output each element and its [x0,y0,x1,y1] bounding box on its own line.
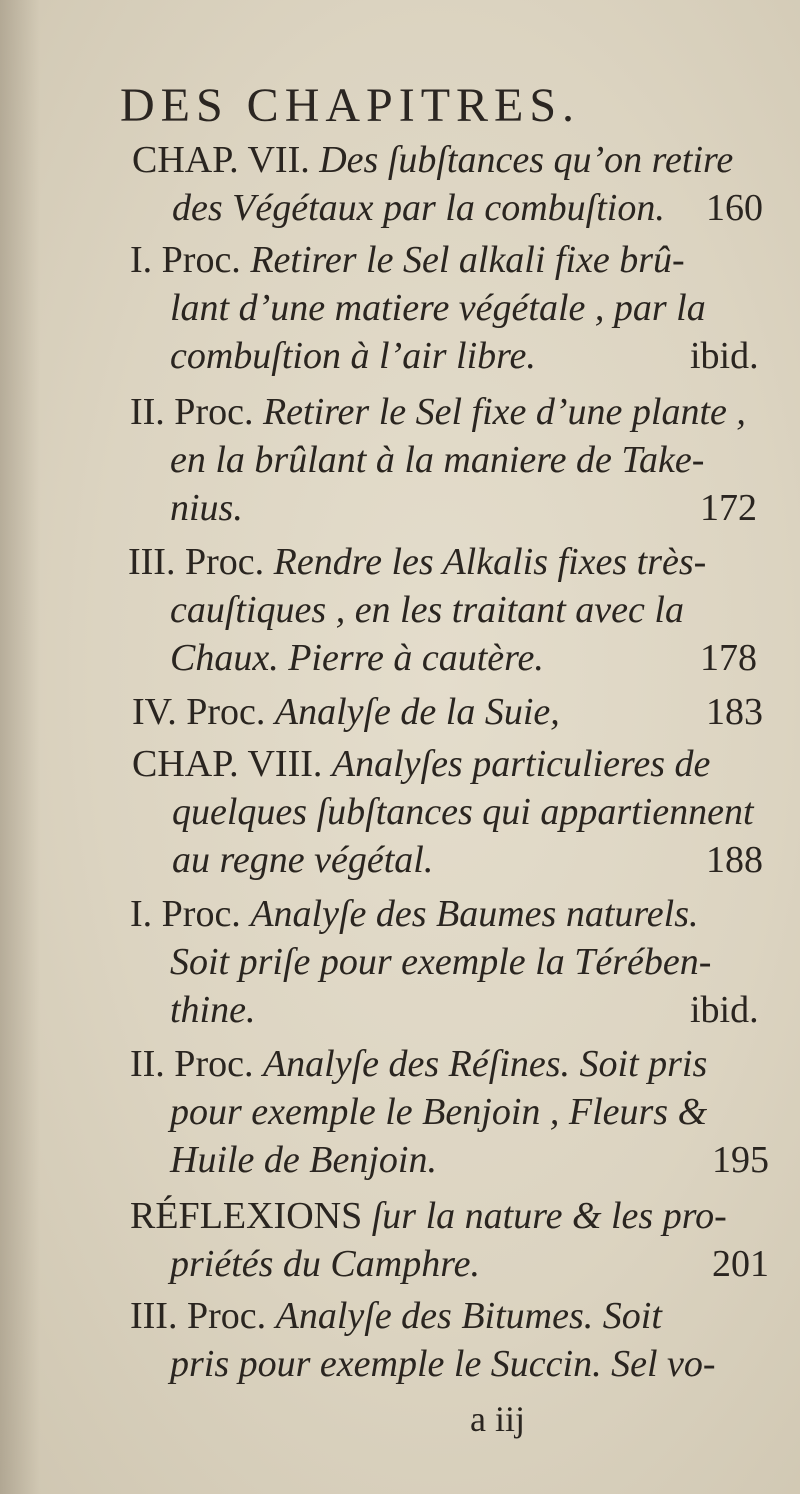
page-reference: 188 [706,839,763,881]
toc-entry-line [170,438,704,482]
entry-title: des Végétaux par la combuſtion. [172,187,665,229]
toc-entry-line [128,540,706,584]
entry-title: nius. [170,487,243,529]
entry-title: thine. [170,989,256,1031]
toc-entry-line [172,790,754,834]
toc-entry-line [130,892,698,936]
entry-title: Retirer le Sel alkali fixe brû- [250,239,685,281]
toc-entry-line [130,1194,727,1238]
entry-heading: CHAP. VIII. [132,743,332,785]
entry-title: Analyſe des Baumes naturels. [250,893,699,935]
toc-entry-line [132,742,710,786]
entry-title: Analyſe des Bitumes. Soit [275,1295,662,1337]
entry-title: Huile de Benjoin. [170,1139,437,1181]
entry-title: Analyſes particulieres de [331,743,711,785]
entry-title: pour exemple le Benjoin , Fleurs & [170,1091,708,1133]
entry-title: pris pour exemple le Succin. Sel vo- [170,1343,716,1385]
running-head: DES CHAPITRES. [120,79,581,132]
toc-entry-line [170,636,544,680]
entry-heading: IV. Proc. [132,691,275,733]
entry-title: en la brûlant à la maniere de Take- [170,439,705,481]
entry-title: ſur la nature & les pro- [371,1195,727,1237]
toc-entry-line [170,1090,707,1134]
entry-title: Analyſe de la Suie, [274,691,560,733]
entry-heading: III. Proc. [130,1295,276,1337]
toc-entry-line [170,588,684,632]
page-reference: 178 [700,637,757,679]
entry-title: Chaux. Pierre à cautère. [170,637,544,679]
entry-title: combuſtion à l’air libre. [170,335,536,377]
entry-heading: RÉFLEXIONS [130,1195,372,1237]
entry-title: Analyſe des Réſines. Soit pris [262,1043,708,1085]
toc-entry-line [172,186,665,230]
entry-title: cauſtiques , en les traitant avec la [170,589,684,631]
toc-entry-line [132,690,560,734]
entry-heading: I. Proc. [130,239,251,281]
toc-entry-line [170,286,706,330]
toc-entry-line [132,138,733,182]
page-reference: ibid. [690,335,759,377]
toc-entry-line [130,1294,662,1338]
toc-entry-line [172,838,433,882]
toc-entry-line [170,988,255,1032]
entry-heading: II. Proc. [130,391,263,433]
entry-title: quelques ſubſtances qui appartiennent [172,791,754,833]
page-reference: ibid. [690,989,759,1031]
page-reference: 160 [706,187,763,229]
toc-entry-line [170,1242,480,1286]
entry-title: au regne végétal. [172,839,434,881]
page-gutter-shadow [0,0,40,1494]
toc-entry-line [170,1138,437,1182]
toc-entry-line [170,940,711,984]
signature-mark: a iij [470,1399,525,1439]
toc-entry-line [130,390,746,434]
entry-heading: CHAP. VII. [132,139,320,181]
entry-heading: II. Proc. [130,1043,263,1085]
entry-title: Rendre les Alkalis fixes très- [273,541,707,583]
toc-entry-line [170,334,536,378]
toc-entry-line [170,1342,716,1386]
entry-title: Retirer le Sel fixe d’une plante , [262,391,746,433]
toc-entry-line [130,1042,707,1086]
toc-entry-line [130,238,685,282]
page-reference: 195 [712,1139,769,1181]
page-reference: 172 [700,487,757,529]
toc-entry-line [170,486,243,530]
page-reference: 183 [706,691,763,733]
entry-title: Des ſubſtances qu’on retire [319,139,734,181]
entry-title: lant d’une matiere végétale , par la [170,287,706,329]
entry-title: priétés du Camphre. [170,1243,480,1285]
entry-title: Soit priſe pour exemple la Térében- [170,941,712,983]
page-reference: 201 [712,1243,769,1285]
entry-heading: I. Proc. [130,893,251,935]
entry-heading: III. Proc. [128,541,274,583]
